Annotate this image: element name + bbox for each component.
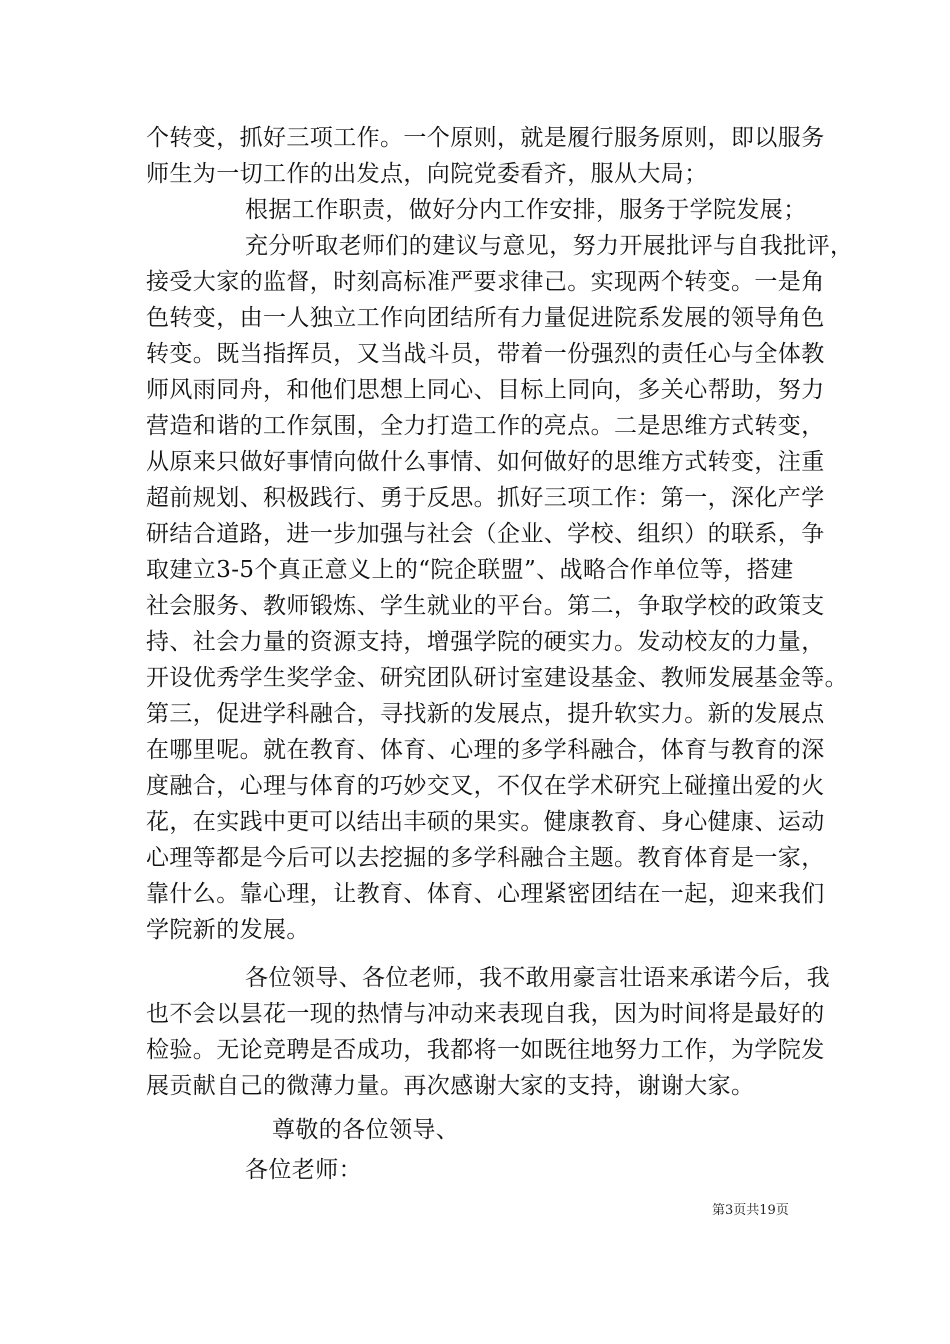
body-text-line: 度融合，心理与体育的巧妙交叉，不仅在学术研究上碰撞出爱的火 bbox=[146, 773, 825, 799]
body-text-line: 也不会以昙花一现的热情与冲动来表现自我，因为时间将是最好的 bbox=[146, 1001, 825, 1027]
salutation-line: 尊敬的各位领导、 bbox=[272, 1117, 460, 1143]
body-text-line: 师生为一切工作的出发点，向院党委看齐，服从大局； bbox=[146, 161, 708, 187]
body-text-line: 花，在实践中更可以结出丰硕的果实。健康教育、身心健康、运动 bbox=[146, 809, 825, 835]
body-text-line: 开设优秀学生奖学金、研究团队研讨室建设基金、教师发展基金等。 bbox=[146, 665, 848, 691]
body-text-line: 展贡献自己的微薄力量。再次感谢大家的支持，谢谢大家。 bbox=[146, 1073, 755, 1099]
body-text-line: 各位领导、各位老师，我不敢用豪言壮语来承诺今后，我 bbox=[245, 965, 830, 991]
body-text-line: 研结合道路，进一步加强与社会（企业、学校、组织）的联系，争 bbox=[146, 521, 825, 547]
body-text-line: 转变。既当指挥员，又当战斗员，带着一份强烈的责任心与全体教 bbox=[146, 341, 825, 367]
body-text-line: 检验。无论竞聘是否成功，我都将一如既往地努力工作，为学院发 bbox=[146, 1037, 825, 1063]
body-text-line: 营造和谐的工作氛围，全力打造工作的亮点。二是思维方式转变， bbox=[146, 413, 825, 439]
body-text-line: 超前规划、积极践行、勇于反思。抓好三项工作：第一，深化产学 bbox=[146, 485, 825, 511]
body-text-line: 在哪里呢。就在教育、体育、心理的多学科融合，体育与教育的深 bbox=[146, 737, 825, 763]
body-text-line: 心理等都是今后可以去挖掘的多学科融合主题。教育体育是一家， bbox=[146, 845, 825, 871]
body-text-line: 第三，促进学科融合，寻找新的发展点，提升软实力。新的发展点 bbox=[146, 701, 825, 727]
body-text-line: 根据工作职责，做好分内工作安排，服务于学院发展； bbox=[245, 197, 807, 223]
body-text-line: 靠什么。靠心理，让教育、体育、心理紧密团结在一起，迎来我们 bbox=[146, 881, 825, 907]
body-text-line: 师风雨同舟，和他们思想上同心、目标上同向，多关心帮助，努力 bbox=[146, 377, 825, 403]
body-text-line: 持、社会力量的资源支持，增强学院的硬实力。发动校友的力量， bbox=[146, 629, 825, 655]
body-text-line: 从原来只做好事情向做什么事情、如何做好的思维方式转变，注重 bbox=[146, 449, 825, 475]
body-text-line: 个转变，抓好三项工作。一个原则，就是履行服务原则，即以服务 bbox=[146, 125, 825, 151]
salutation-line: 各位老师： bbox=[245, 1157, 362, 1183]
body-text-line: 充分听取老师们的建议与意见，努力开展批评与自我批评， bbox=[245, 233, 854, 259]
body-text-line: 学院新的发展。 bbox=[146, 917, 310, 943]
body-text-line: 取建立3-5个真正意义上的“院企联盟”、战略合作单位等，搭建 bbox=[146, 557, 794, 583]
body-text-line: 接受大家的监督，时刻高标准严要求律己。实现两个转变。一是角 bbox=[146, 269, 825, 295]
body-text-line: 社会服务、教师锻炼、学生就业的平台。第二，争取学校的政策支 bbox=[146, 593, 825, 619]
page-number-footer: 第3页共19页 bbox=[712, 1203, 789, 1218]
body-text-line: 色转变，由一人独立工作向团结所有力量促进院系发展的领导角色 bbox=[146, 305, 825, 331]
